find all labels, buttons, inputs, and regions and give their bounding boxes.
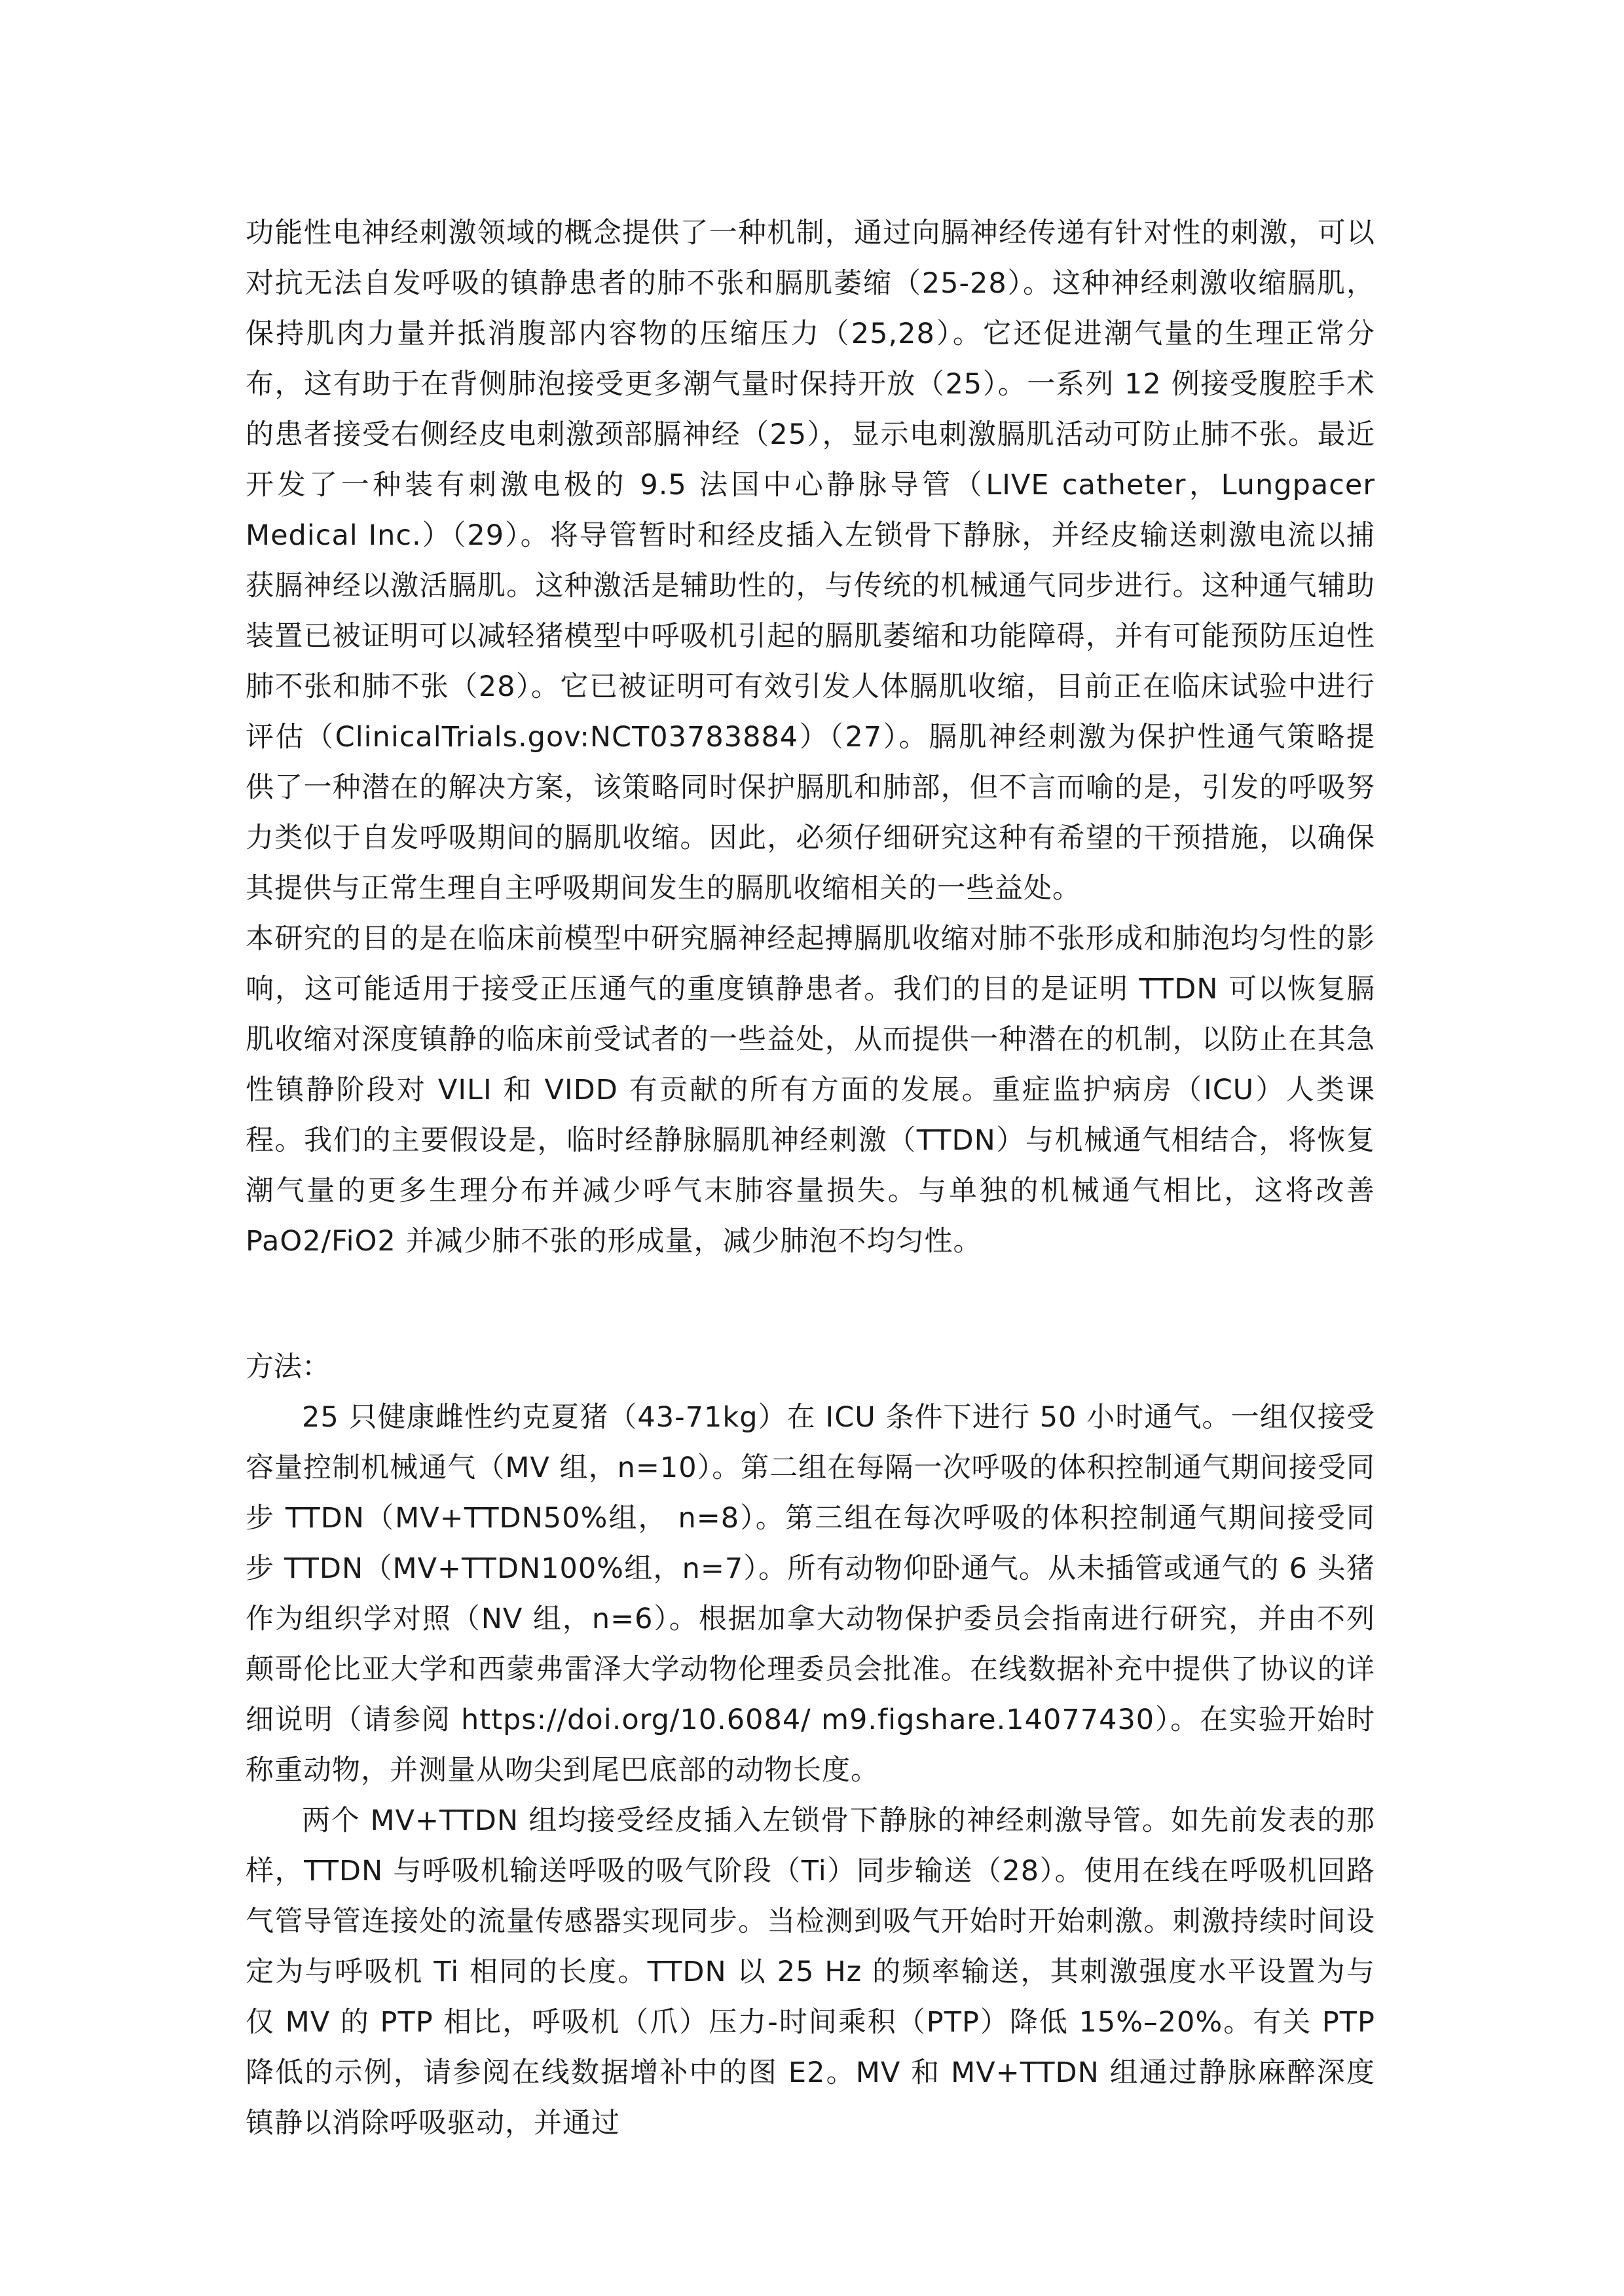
document-page: [246, 208, 1375, 2149]
methods-paragraph-animals: 25 只健康雌性约克夏猪（43-71kg）在 ICU 条件下进行 50 小时通气。一组仅接受容量控制机械通气（MV 组，n=10）。第二组在每隔一次呼吸的体积控制通气期间接受同步 TTDN（MV+TTDN50%组， n=8）。第三组在每次呼吸的体积控制通气期间接受同步 TTDN（MV+TTDN100%组，n=7）。所有动物仰卧通气。从未插管或通气的 6 头猪作为组织学对照（NV 组，n=6）。根据加拿大动物保护委员会指南进行研究，并由不列颠哥伦比亚大学和西蒙弗雷泽大学动物伦理委员会批准。在线数据补充中提供了协议的详细说明（请参阅 https://doi.org/10.6084/ m9.figshare.14077430）。在实验开始时称重动物，并测量从吻尖到尾巴底部的动物长度。: [246, 1401, 1375, 1787]
methods-heading: 方法：: [246, 1351, 330, 1383]
methods-paragraph-ttdn: 两个 MV+TTDN 组均接受经皮插入左锁骨下静脉的神经刺激导管。如先前发表的那样，TTDN 与呼吸机输送呼吸的吸气阶段（Ti）同步输送（28）。使用在线在呼吸机回路气管导管连接处的流量传感器实现同步。当检测到吸气开始时开始刺激。刺激持续时间设定为与呼吸机 Ti 相同的长度。TTDN 以 25 Hz 的频率输送，其刺激强度水平设置为与仅 MV 的 PTP 相比，呼吸机（爪）压力-时间乘积（PTP）降低 15%–20%。有关 PTP 降低的示例，请参阅在线数据增补中的图 E2。MV 和 MV+TTDN 组通过静脉麻醉深度镇静以消除呼吸驱动，并通过: [246, 1804, 1375, 2140]
intro-paragraph: 功能性电神经刺激领域的概念提供了一种机制，通过向膈神经传递有针对性的刺激，可以对抗无法自发呼吸的镇静患者的肺不张和膈肌萎缩（25-28）。这种神经刺激收缩膈肌，保持肌肉力量并抵消腹部内容物的压缩压力（25,28）。它还促进潮气量的生理正常分布，这有助于在背侧肺泡接受更多潮气量时保持开放（25）。一系列 12 例接受腹腔手术的患者接受右侧经皮电刺激颈部膈神经（25），显示电刺激膈肌活动可防止肺不张。最近开发了一种装有刺激电极的 9.5 法国中心静脉导管（LIVE catheter，Lungpacer Medical Inc.）（29）。将导管暂时和经皮插入左锁骨下静脉，并经皮输送刺激电流以捕获膈神经以激活膈肌。这种激活是辅助性的，与传统的机械通气同步进行。这种通气辅助装置已被证明可以减轻猪模型中呼吸机引起的膈肌萎缩和功能障碍，并有可能预防压迫性肺不张和肺不张（28）。它已被证明可有效引发人体膈肌收缩，目前正在临床试验中进行评估（ClinicalTrials.gov:NCT03783884）（27）。膈肌神经刺激为保护性通气策略提供了一种潜在的解决方案，该策略同时保护膈肌和肺部，但不言而喻的是，引发的呼吸努力类似于自发呼吸期间的膈肌收缩。因此，必须仔细研究这种有希望的干预措施，以确保其提供与正常生理自主呼吸期间发生的膈肌收缩相关的一些益处。: [246, 217, 1375, 905]
section-spacer: [246, 1267, 1375, 1342]
aim-paragraph: 本研究的目的是在临床前模型中研究膈神经起搏膈肌收缩对肺不张形成和肺泡均匀性的影响，这可能适用于接受正压通气的重度镇静患者。我们的目的是证明 TTDN 可以恢复膈肌收缩对深度镇静的临床前受试者的一些益处，从而提供一种潜在的机制，以防止在其急性镇静阶段对 VILI 和 VIDD 有贡献的所有方面的发展。重症监护病房（ICU）人类课程。我们的主要假设是，临时经静脉膈肌神经刺激（TTDN）与机械通气相结合，将恢复潮气量的更多生理分布并减少呼气末肺容量损失。与单独的机械通气相比，这将改善 PaO2/FiO2 并减少肺不张的形成量，减少肺泡不均匀性。: [246, 922, 1375, 1258]
